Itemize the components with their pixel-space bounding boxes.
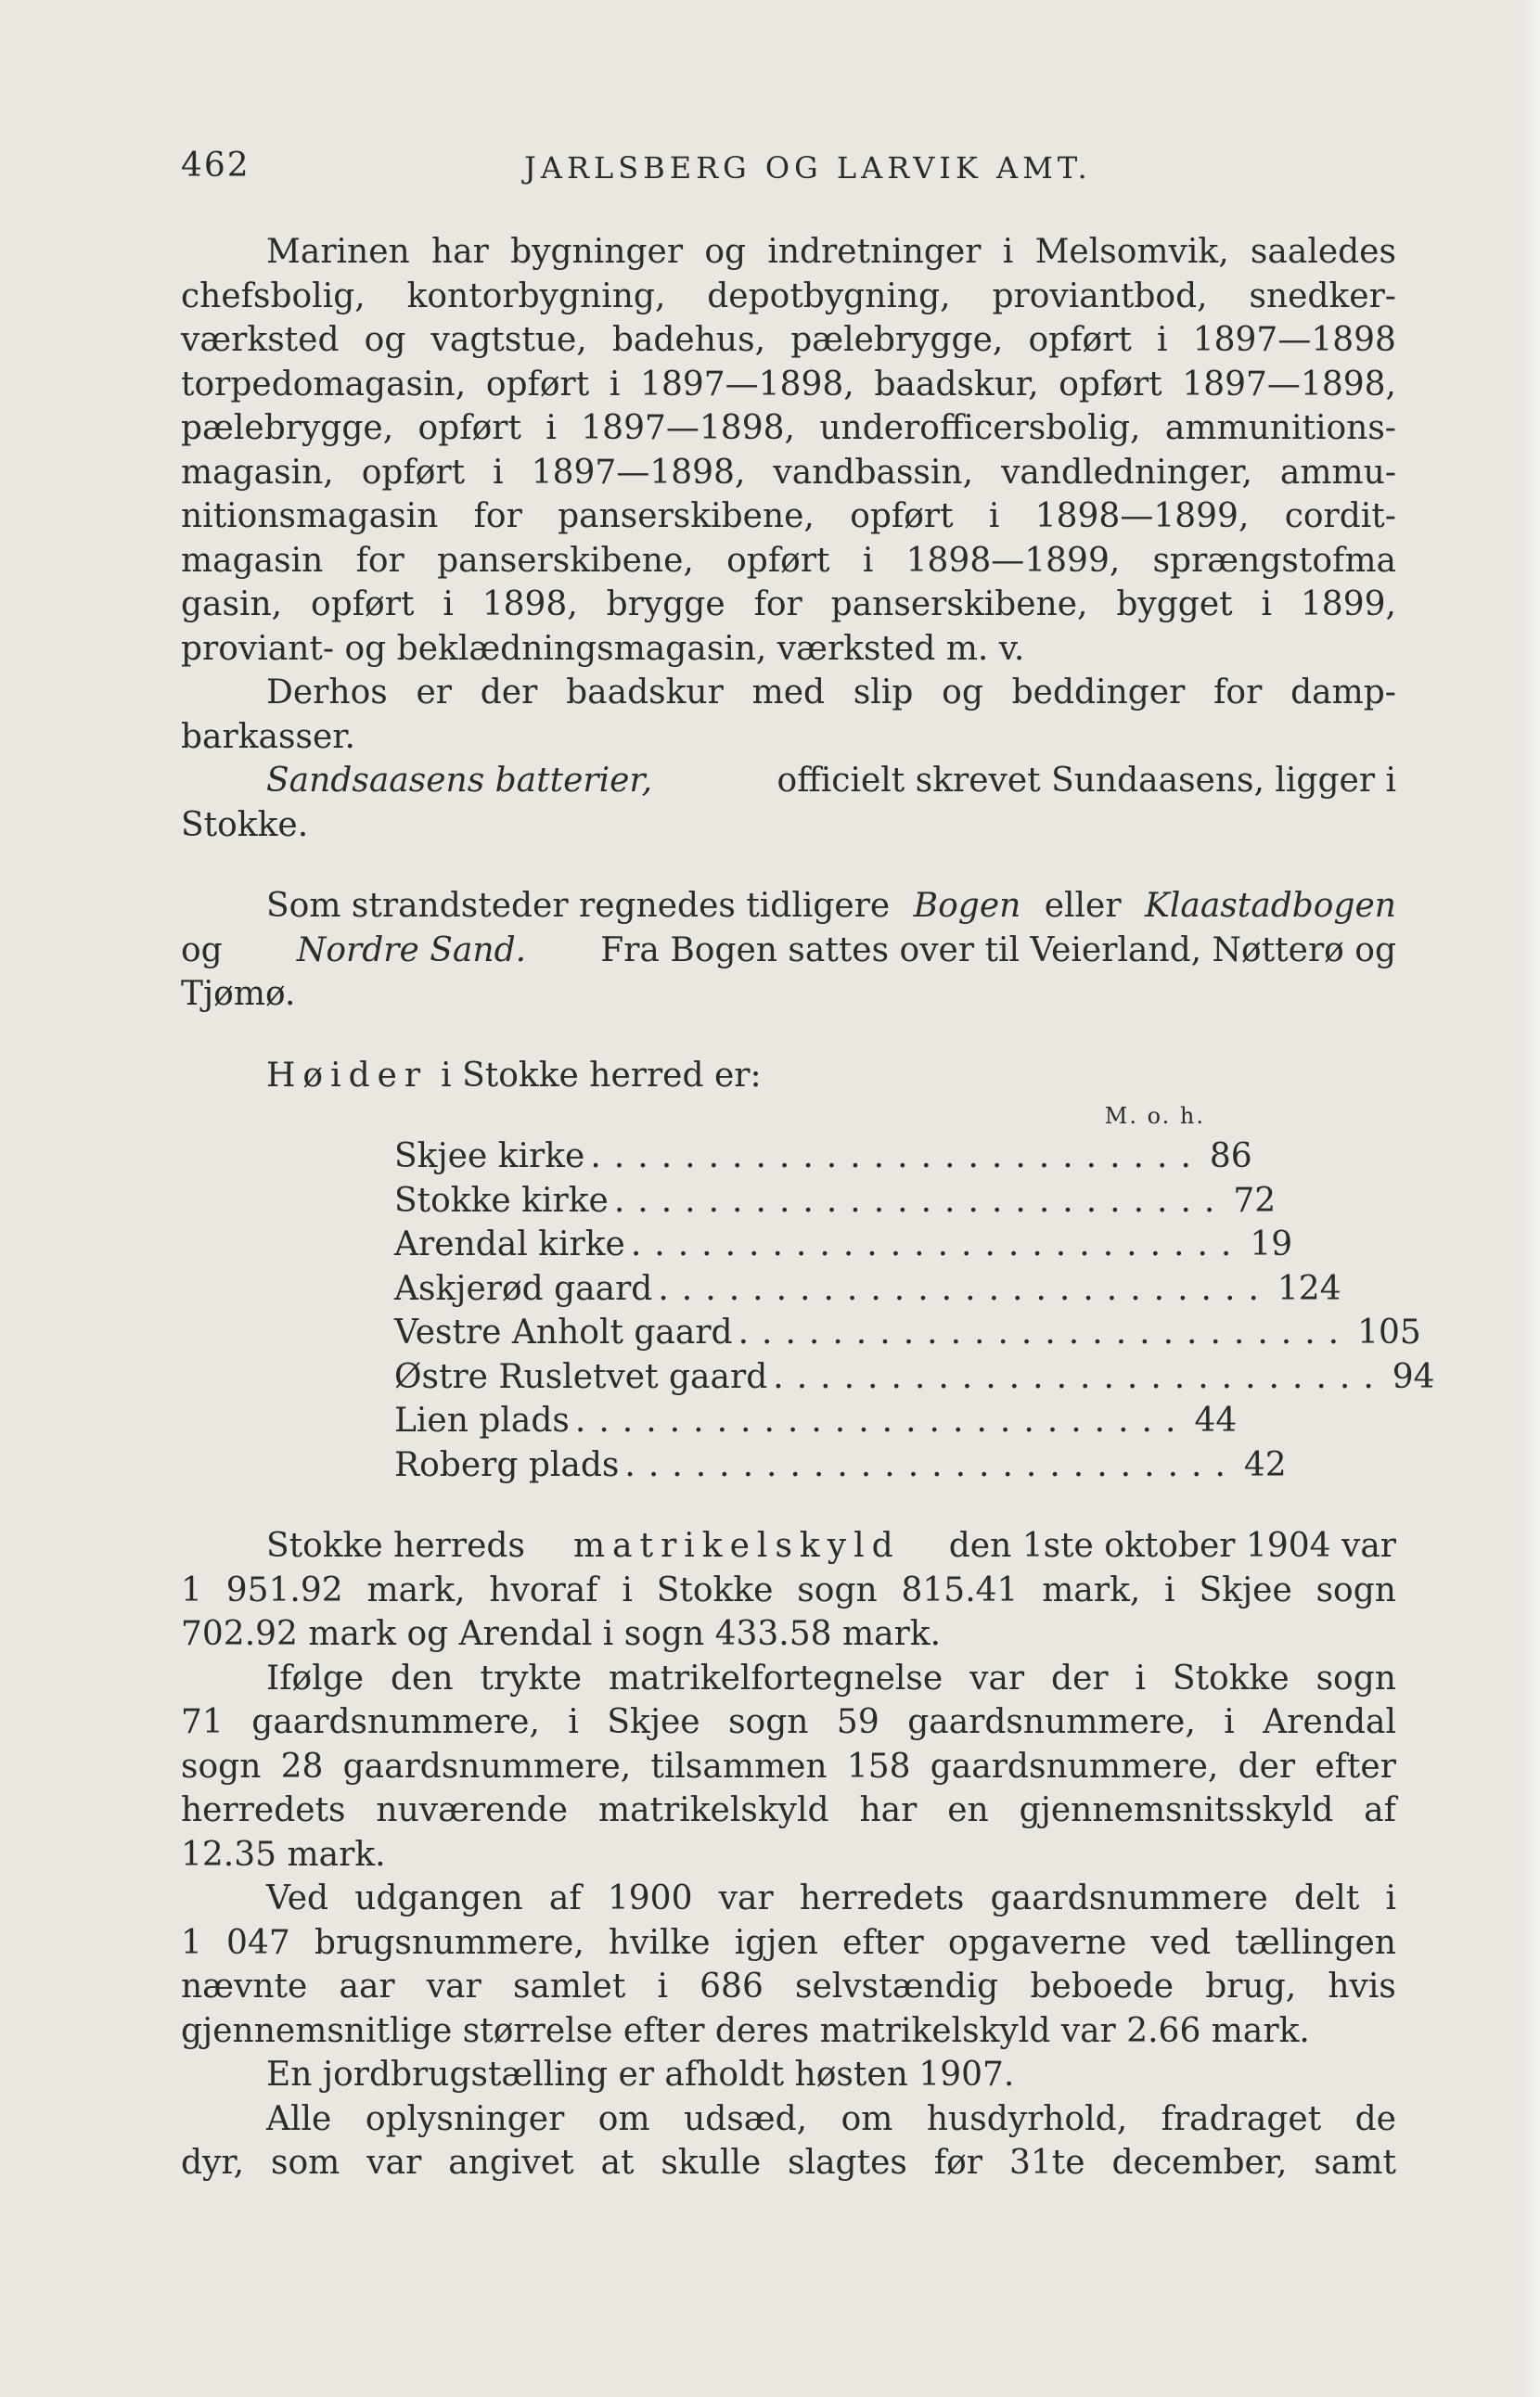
word: Derhos (266, 673, 388, 711)
height-value: 72 (1233, 1181, 1277, 1220)
heights-table (394, 1097, 1435, 1487)
word: var (718, 1879, 774, 1917)
word: beddinger (1011, 673, 1186, 711)
text-line (181, 494, 1396, 539)
word: skulle (661, 2144, 762, 2182)
spaced-term: Høider (266, 1056, 429, 1095)
word: igjen (734, 1923, 818, 1962)
word: matrikelfortegnelse (608, 1659, 943, 1698)
height-value: 86 (1209, 1137, 1252, 1175)
word: Ifølge (266, 1659, 365, 1698)
table-row (394, 1179, 1277, 1224)
word: aar (339, 1968, 395, 2006)
text-span: i Stokke herred er: (441, 1056, 762, 1095)
table-row (394, 1267, 1341, 1312)
word: i (1164, 1570, 1175, 1609)
word: 1900 (607, 1879, 693, 1917)
word: i (1385, 1879, 1396, 1917)
word: matrikelskyld (597, 1791, 829, 1829)
word: i (443, 585, 454, 623)
height-value: 94 (1392, 1357, 1435, 1396)
dot-leader: .......................... (574, 1402, 1189, 1440)
dot-leader: .......................... (630, 1225, 1245, 1263)
word: selvstændig (795, 1968, 999, 2006)
text-line (181, 1569, 1396, 1613)
text-line (181, 2097, 1396, 2142)
word: 1898, (481, 585, 578, 623)
word: 1897—1898, (640, 365, 854, 404)
word: hvis (1328, 1968, 1396, 2006)
word: magasin (181, 541, 324, 580)
paragraph-farm-numbers (181, 1657, 1396, 1878)
word: der (1238, 1747, 1296, 1786)
paragraph-landing-places (181, 884, 1396, 1017)
text-line (181, 1700, 1396, 1745)
word: 59 (836, 1703, 879, 1741)
word: i (568, 1703, 579, 1741)
word: om (597, 2099, 650, 2138)
word: som (271, 2144, 340, 2182)
page-header (181, 147, 1405, 193)
text-line: gjennemsnitlige størrelse efter deres matrikelskyld var 2.66 mark. (181, 2011, 1310, 2050)
word: Stokke (656, 1570, 774, 1609)
word: sogn (1315, 1570, 1396, 1609)
word: var (366, 2144, 422, 2182)
word: 1899, (1300, 585, 1396, 623)
text-span: Som strandsteder regnedes tidligere (266, 887, 891, 925)
page-number: 462 (181, 147, 250, 185)
word: vandledninger, (1001, 453, 1252, 492)
word: brugsnummere, (314, 1923, 584, 1962)
text-line (181, 539, 1396, 583)
dot-leader: .......................... (613, 1181, 1228, 1220)
text-line (181, 759, 1396, 803)
place-name: Skjee kirke (394, 1137, 585, 1175)
word: badehus, (611, 321, 766, 359)
word: opgaverne (947, 1923, 1127, 1962)
word: var (969, 1659, 1025, 1698)
text-span: den 1ste oktober 1904 var (948, 1527, 1396, 1565)
italic-term: Bogen (913, 887, 1021, 925)
word: tællingen (1235, 1923, 1396, 1962)
word: kontorbygning, (406, 276, 666, 315)
text-line (181, 1788, 1396, 1833)
word: i (657, 1968, 668, 2006)
word: 1897—1898 (1192, 321, 1396, 359)
text-span: og (181, 930, 223, 969)
word: udsæd, (684, 2099, 808, 2138)
word: at (600, 2144, 635, 2182)
word: før (933, 2144, 983, 2182)
word: 31te (1008, 2144, 1085, 2182)
word: og (704, 233, 747, 271)
word: pælebrygge, (790, 321, 1004, 359)
word: 1897—1898, (581, 409, 795, 447)
word: proviantbod, (992, 276, 1208, 315)
word: oplysninger (365, 2099, 565, 2138)
word: gaardsnummere, (342, 1747, 632, 1786)
text-line: Stokke. (181, 805, 309, 844)
word: Stokke (1172, 1659, 1290, 1698)
word: efter (842, 1923, 924, 1962)
text-line: Tjømø. (181, 975, 296, 1013)
word: nævnte (181, 1968, 308, 2006)
height-value: 124 (1277, 1269, 1341, 1308)
text-span: Stokke herreds (266, 1527, 525, 1565)
word: 1 (181, 1923, 202, 1962)
word: baadskur, (874, 365, 1039, 404)
word: sogn (181, 1747, 262, 1786)
word: Melsomvik, (1034, 233, 1229, 271)
word: mark, (366, 1570, 466, 1609)
height-value: 19 (1250, 1225, 1293, 1263)
word: efter (1315, 1747, 1396, 1786)
word: Ved (266, 1879, 329, 1917)
height-value: 44 (1194, 1402, 1238, 1440)
word: 1898—1899, (1034, 497, 1250, 535)
word: opført (726, 541, 830, 580)
paragraph-usage-numbers (181, 1877, 1396, 2053)
text-line (181, 230, 1396, 275)
heights-intro (181, 1054, 1396, 1098)
text-line (181, 363, 1396, 407)
word: opført (1028, 321, 1132, 359)
word: for (473, 497, 522, 535)
word: om (841, 2099, 893, 2138)
dot-leader: .......................... (590, 1137, 1204, 1175)
table-row (394, 1355, 1435, 1400)
word: december, (1111, 2144, 1288, 2182)
word: der (480, 673, 538, 711)
word: en (947, 1791, 989, 1829)
word: delt (1293, 1879, 1360, 1917)
word: Skjee (607, 1703, 700, 1741)
word: opført (850, 497, 954, 535)
text-line (181, 1745, 1396, 1789)
table-row (394, 1223, 1293, 1267)
word: brug, (1205, 1968, 1297, 2006)
word: ved (1150, 1923, 1212, 1962)
word: opført (1059, 365, 1162, 404)
word: 28 (280, 1747, 324, 1786)
word: nitionsmagasin (181, 497, 439, 535)
word: Alle (266, 2099, 332, 2138)
word: var (426, 1968, 481, 2006)
text-line (181, 929, 1396, 973)
word: torpedomagasin, (181, 365, 467, 404)
word: nuværende (376, 1791, 569, 1829)
italic-term: Klaastadbogen (1144, 887, 1396, 925)
word: mark, (1042, 1570, 1141, 1609)
word: i (988, 497, 1000, 535)
height-value: 105 (1357, 1314, 1421, 1352)
word: i (609, 365, 621, 404)
place-name: Lien plads (394, 1402, 570, 1440)
word: har (431, 233, 489, 271)
word: for (1213, 673, 1263, 711)
word: sogn (1315, 1659, 1396, 1698)
word: Marinen (266, 233, 410, 271)
word: baadskur (566, 673, 724, 711)
text-line (181, 275, 1396, 319)
table-row (394, 1134, 1252, 1179)
text-line (181, 1921, 1396, 1966)
word: damp- (1290, 673, 1396, 711)
word: fradraget (1161, 2099, 1322, 2138)
paragraph-navy-buildings (181, 230, 1396, 671)
dot-leader: .......................... (624, 1445, 1238, 1484)
page-edge (1523, 0, 1540, 2397)
word: i (1224, 1703, 1235, 1741)
text-line (181, 884, 1396, 929)
word: for (355, 541, 404, 580)
body-text (181, 230, 1435, 2186)
text-line (181, 1965, 1396, 2009)
word: har (859, 1791, 918, 1829)
word: værksted (181, 321, 340, 359)
place-name: Roberg plads (394, 1445, 620, 1484)
word: saaledes (1250, 233, 1396, 271)
word: samt (1314, 2144, 1396, 2182)
word: cordit- (1284, 497, 1396, 535)
word: beboede (1030, 1968, 1174, 2006)
word: i (493, 453, 504, 492)
text-line (181, 583, 1396, 627)
word: magasin, (181, 453, 334, 492)
text-line: 12.35 mark. (181, 1835, 386, 1874)
paragraph-batteries (181, 759, 1396, 847)
word: slagtes (788, 2144, 907, 2182)
word: trykte (480, 1659, 583, 1698)
word: udgangen (354, 1879, 523, 1917)
table-row (394, 1311, 1421, 1355)
word: opført (417, 409, 521, 447)
word: pælebrygge, (181, 409, 394, 447)
word: gaardsnummere (990, 1879, 1268, 1917)
word: 1 (181, 1570, 202, 1609)
word: sogn (728, 1703, 809, 1741)
dot-leader: .......................... (773, 1357, 1387, 1396)
dot-leader: .......................... (658, 1269, 1272, 1308)
word: i (1002, 233, 1014, 271)
word: i (1261, 585, 1272, 623)
text-line (181, 1524, 1396, 1569)
place-name: Østre Rusletvet gaard (394, 1357, 768, 1396)
word: sprængstofma (1152, 541, 1396, 580)
word: gaardsnummere, (907, 1703, 1196, 1741)
word: panserskibene, (830, 585, 1088, 623)
word: husdyrhold, (926, 2099, 1128, 2138)
text-line (181, 318, 1396, 363)
word: hvilke (608, 1923, 711, 1962)
text-span: Fra Bogen sattes over til Veierland, Nøtterø og (600, 930, 1396, 969)
text-line (181, 406, 1396, 451)
text-span: officielt skrevet Sundaasens, ligger i (776, 762, 1396, 800)
word: i (622, 1570, 633, 1609)
word: samlet (512, 1968, 626, 2006)
table-row (394, 1399, 1238, 1443)
word: slip (853, 673, 914, 711)
unit-header: M. o. h. (1104, 1103, 1205, 1129)
word: den (391, 1659, 454, 1698)
word: snedker- (1249, 276, 1396, 315)
word: ammunitions- (1164, 409, 1396, 447)
word: gjennemsnitsskyld (1019, 1791, 1334, 1829)
word: chefsbolig, (181, 276, 366, 315)
text-line: 702.92 mark og Arendal i sogn 433.58 mark. (181, 1615, 942, 1653)
word: Skjee (1199, 1570, 1292, 1609)
word: panserskibene, (437, 541, 694, 580)
word: herredets (799, 1879, 965, 1917)
word: opført (485, 365, 590, 404)
word: af (1364, 1791, 1396, 1829)
paragraph-information (181, 2097, 1396, 2186)
paragraph-matrikelskyld (181, 1524, 1396, 1657)
text-line (181, 1657, 1396, 1701)
place-name: Arendal kirke (394, 1225, 625, 1263)
word: sogn (797, 1570, 878, 1609)
word: angivet (448, 2144, 574, 2182)
text-line (181, 451, 1396, 495)
word: i (862, 541, 874, 580)
word: med (751, 673, 826, 711)
word: 1897—1898, (1182, 365, 1396, 404)
word: der (1051, 1659, 1109, 1698)
text-line (181, 671, 1396, 715)
place-name: Askjerød gaard (394, 1269, 653, 1308)
word: vandbassin, (773, 453, 974, 492)
word: i (545, 409, 557, 447)
word: panserskibene, (558, 497, 815, 535)
height-value: 42 (1243, 1445, 1287, 1484)
text-line (181, 2141, 1396, 2186)
word: gaardsnummere, (930, 1747, 1219, 1786)
word: ammu- (1279, 453, 1396, 492)
table-row (394, 1443, 1287, 1488)
word: dyr, (181, 2144, 245, 2182)
word: 047 (226, 1923, 290, 1962)
word: indretninger (767, 233, 982, 271)
text-span: eller (1044, 887, 1122, 925)
word: underofficersbolig, (819, 409, 1141, 447)
word: 686 (699, 1968, 764, 2006)
place-name: Stokke kirke (394, 1181, 609, 1220)
word: gasin, (181, 585, 283, 623)
word: er (416, 673, 452, 711)
word: i (1135, 1659, 1147, 1698)
word: 71 (181, 1703, 224, 1741)
word: opført (311, 585, 415, 623)
word: tilsammen (650, 1747, 828, 1786)
word: hvoraf (489, 1570, 598, 1609)
paragraph-boathouse (181, 671, 1396, 759)
word: 951.92 (225, 1570, 343, 1609)
dot-leader: .......................... (738, 1314, 1353, 1352)
text-line: proviant- og beklædningsmagasin, værksted m. v. (181, 629, 1025, 668)
italic-term: Sandsaasens batterier, (266, 762, 653, 800)
word: 815.41 (901, 1570, 1019, 1609)
word: brygge (606, 585, 725, 623)
word: for (753, 585, 802, 623)
text-line: barkasser. (181, 717, 355, 756)
word: vagtstue, (430, 321, 587, 359)
word: Arendal (1263, 1703, 1396, 1741)
word: bygget (1116, 585, 1233, 623)
word: i (1157, 321, 1168, 359)
word: de (1354, 2099, 1396, 2138)
italic-term: Nordre Sand. (296, 930, 527, 969)
paragraph-census: En jordbrugstælling er afholdt høsten 1907. (266, 2056, 1015, 2094)
word: gaardsnummere, (251, 1703, 540, 1741)
word: og (364, 321, 406, 359)
word: bygninger (510, 233, 684, 271)
word: herredets (181, 1791, 346, 1829)
spaced-term: matrikelskyld (573, 1527, 901, 1565)
word: og (942, 673, 983, 711)
word: opført (361, 453, 466, 492)
text-line (181, 1877, 1396, 1921)
place-name: Vestre Anholt gaard (394, 1314, 733, 1352)
word: depotbygning, (707, 276, 951, 315)
word: 1897—1898, (531, 453, 746, 492)
running-title: JARLSBERG OG LARVIK AMT. (524, 150, 1092, 186)
word: af (548, 1879, 582, 1917)
word: 1898—1899, (905, 541, 1121, 580)
word: 158 (846, 1747, 911, 1786)
